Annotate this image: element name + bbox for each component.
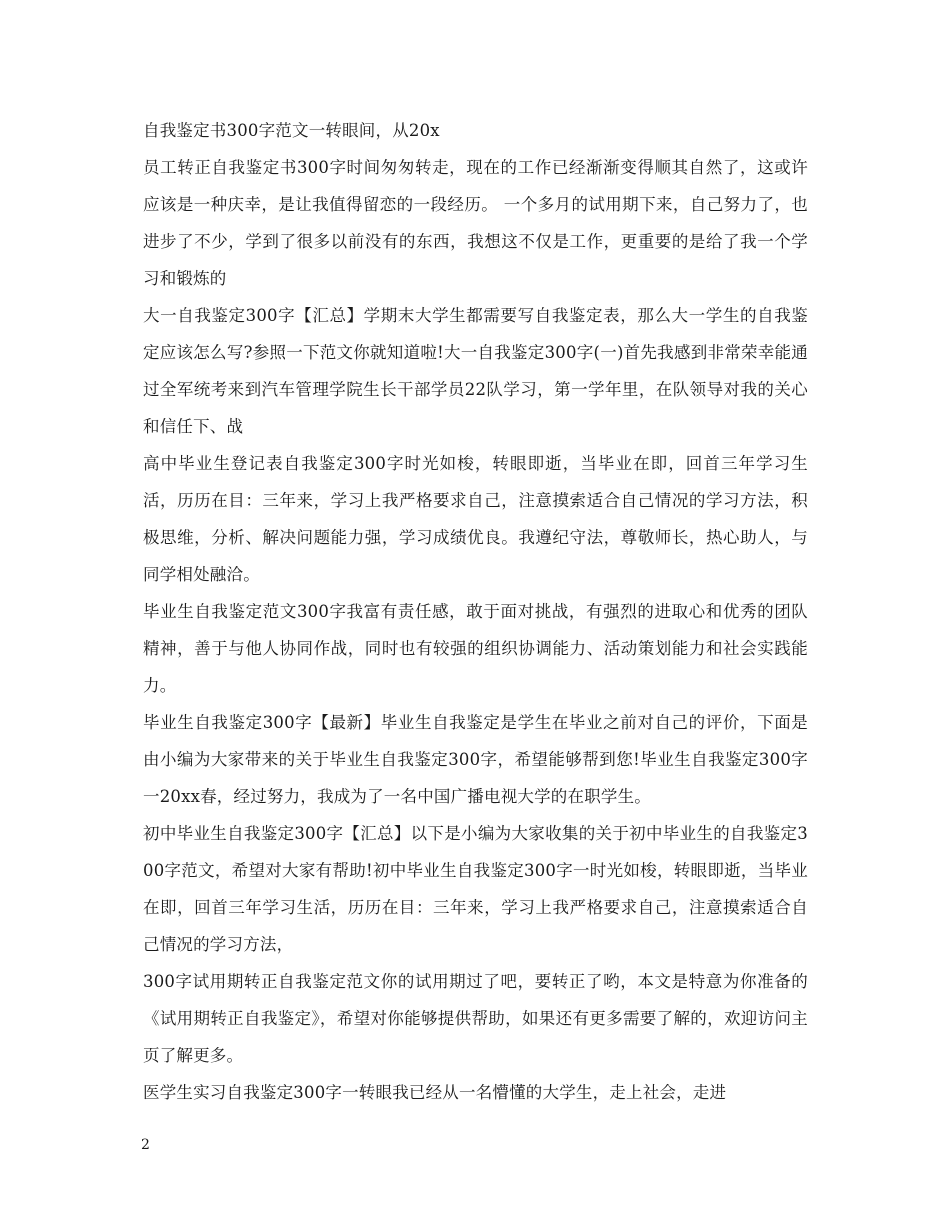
- paragraph: 员工转正自我鉴定书300字时间匆匆转走，现在的工作已经渐渐变得顺其自然了，这或许应该是一种庆幸，是让我值得留恋的一段经历。 一个多月的试用期下来，自己努力了，也进步了不少，学到了很多以前没有的东西，我想这不仅是工作，更重要的是给了我一个学习和锻炼的: [143, 158, 808, 288]
- document-body: [143, 112, 808, 1111]
- paragraph: 医学生实习自我鉴定300字一转眼我已经从一名懵懂的大学生，走上社会，走进: [143, 1083, 727, 1102]
- paragraph: 毕业生自我鉴定300字【最新】毕业生自我鉴定是学生在毕业之前对自己的评价，下面是由小编为大家带来的关于毕业生自我鉴定300字，希望能够帮到您!毕业生自我鉴定300字一20xx春，经过努力，我成为了一名中国广播电视大学的在职学生。: [143, 713, 808, 806]
- paragraph: 大一自我鉴定300字【汇总】学期末大学生都需要写自我鉴定表，那么大一学生的自我鉴定应该怎么写?参照一下范文你就知道啦!大一自我鉴定300字(一)首先我感到非常荣幸能通过全军统考来到汽车管理学院生长干部学员22队学习，第一学年里，在队领导对我的关心和信任下、战: [143, 306, 808, 436]
- paragraph: 初中毕业生自我鉴定300字【汇总】以下是小编为大家收集的关于初中毕业生的自我鉴定300字范文，希望对大家有帮助!初中毕业生自我鉴定300字一时光如梭，转眼即逝，当毕业在即，回首三年学习生活，历历在目：三年来，学习上我严格要求自己，注意摸索适合自己情况的学习方法，: [143, 824, 808, 954]
- paragraph: 自我鉴定书300字范文一转眼间，从20x: [143, 121, 440, 140]
- paragraph: 高中毕业生登记表自我鉴定300字时光如梭，转眼即逝，当毕业在即，回首三年学习生活，历历在目：三年来，学习上我严格要求自己，注意摸索适合自己情况的学习方法，积极思维，分析、解决问题能力强，学习成绩优良。我遵纪守法，尊敬师长，热心助人，与同学相处融洽。: [143, 454, 808, 584]
- page-number: 2: [141, 1137, 150, 1153]
- paragraph: 300字试用期转正自我鉴定范文你的试用期过了吧，要转正了哟，本文是特意为你准备的《试用期转正自我鉴定》，希望对你能够提供帮助，如果还有更多需要了解的，欢迎访问主页了解更多。: [143, 972, 808, 1065]
- paragraph: 毕业生自我鉴定范文300字我富有责任感，敢于面对挑战，有强烈的进取心和优秀的团队精神，善于与他人协同作战，同时也有较强的组织协调能力、活动策划能力和社会实践能力。: [143, 602, 808, 695]
